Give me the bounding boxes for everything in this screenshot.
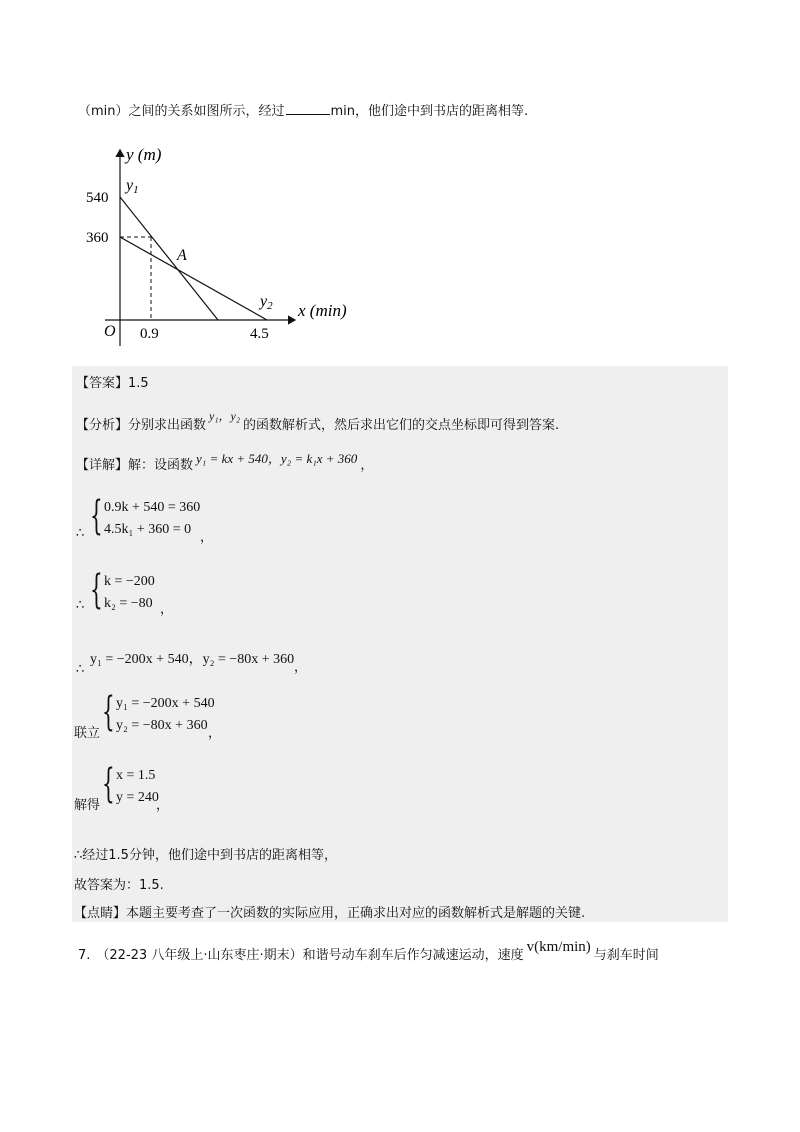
intro-suffix: min，他们途中到书店的距离相等. bbox=[330, 104, 529, 119]
brace-1: { bbox=[90, 493, 103, 539]
equation-system-2 bbox=[90, 567, 290, 622]
x-tick-0.9: 0.9 bbox=[140, 326, 159, 342]
answer-value: 1.5 bbox=[128, 376, 149, 391]
analysis-tag: 【分析】 bbox=[76, 418, 129, 433]
line-y1 bbox=[120, 197, 218, 320]
comment-tag: 【点睛】 bbox=[74, 906, 127, 921]
equation-system-1 bbox=[90, 493, 290, 548]
intro-prefix: （min）之间的关系如图所示，经过 bbox=[78, 104, 285, 119]
sys3-line2: y₂ = −80x + 360 bbox=[116, 718, 208, 733]
therefore-1: ∴ bbox=[76, 526, 85, 541]
sys2-end: ， bbox=[160, 602, 174, 617]
sys1-line2: 4.5k₁ + 360 = 0 bbox=[104, 522, 192, 537]
sys2-line2: k₂ = −80 bbox=[104, 596, 153, 611]
combine-label: 联立 bbox=[74, 726, 101, 741]
y-tick-540: 540 bbox=[86, 190, 109, 206]
sys3-end: ， bbox=[208, 726, 222, 741]
question-formula: v(km/min) bbox=[526, 939, 591, 955]
detail-line bbox=[76, 451, 374, 473]
detail-pre: 解：设函数 bbox=[128, 458, 194, 473]
brace-4: { bbox=[102, 761, 115, 807]
x-axis-label: x (min) bbox=[298, 301, 347, 320]
detail-post: ， bbox=[360, 458, 374, 473]
sys1-end: ， bbox=[200, 530, 214, 545]
conclusion-line: ∴经过1.5分钟，他们途中到书店的距离相等， bbox=[74, 848, 337, 863]
answer-tag: 【答案】 bbox=[76, 376, 129, 391]
function-graph bbox=[80, 140, 370, 350]
question-7 bbox=[78, 939, 659, 964]
x-tick-4.5: 4.5 bbox=[250, 326, 269, 342]
sys3-line1: y₁ = −200x + 540 bbox=[116, 696, 215, 711]
brace-3: { bbox=[102, 689, 115, 735]
question-intro bbox=[78, 100, 528, 119]
analysis-post: 的函数解析式，然后求出它们的交点坐标即可得到答案. bbox=[243, 418, 560, 433]
funcs-end: ， bbox=[294, 660, 308, 675]
y1-line-label: y1 bbox=[126, 177, 139, 196]
line-y2 bbox=[120, 237, 267, 320]
answer-blank bbox=[286, 102, 330, 115]
origin-label: O bbox=[104, 323, 116, 340]
comment-line bbox=[74, 902, 585, 921]
y-axis-label: y (m) bbox=[126, 145, 162, 164]
question-number: 7. bbox=[78, 948, 91, 963]
solved-functions: y₁ = −200x + 540，y₂ = −80x + 360 bbox=[90, 652, 295, 667]
question-tail: 与刹车时间 bbox=[593, 948, 659, 963]
y-tick-360: 360 bbox=[86, 230, 109, 246]
solve-label: 解得 bbox=[74, 798, 101, 813]
analysis-pre: 分别求出函数 bbox=[128, 418, 207, 433]
point-a-label: A bbox=[177, 247, 187, 264]
equation-system-4 bbox=[102, 761, 302, 816]
therefore-3: ∴ bbox=[76, 662, 85, 677]
y2-line-label: y2 bbox=[260, 293, 273, 312]
sys4-line2: y = 240 bbox=[116, 790, 159, 805]
detail-tag: 【详解】 bbox=[76, 458, 129, 473]
therefore-2: ∴ bbox=[76, 598, 85, 613]
sys4-end: ， bbox=[156, 798, 170, 813]
sys4-line1: x = 1.5 bbox=[116, 768, 156, 783]
sys1-line1: 0.9k + 540 = 360 bbox=[104, 500, 201, 515]
answer-line bbox=[76, 372, 149, 391]
brace-2: { bbox=[90, 567, 103, 613]
question-source: （22-23 八年级上·山东枣庄·期末） bbox=[96, 948, 303, 963]
question-text: 和谐号动车刹车后作匀减速运动，速度 bbox=[302, 948, 524, 963]
analysis-line bbox=[76, 409, 560, 433]
detail-formula: y₁ = kx + 540，y₂ = k₁x + 360 bbox=[196, 451, 358, 466]
analysis-funcs: y₁，y₂ bbox=[209, 409, 241, 423]
equation-system-3 bbox=[102, 689, 302, 744]
solution-panel bbox=[72, 366, 728, 922]
sys2-line1: k = −200 bbox=[104, 574, 155, 589]
final-answer-line: 故答案为：1.5. bbox=[74, 878, 164, 893]
comment-text: 本题主要考查了一次函数的实际应用，正确求出对应的函数解析式是解题的关键. bbox=[126, 906, 586, 921]
